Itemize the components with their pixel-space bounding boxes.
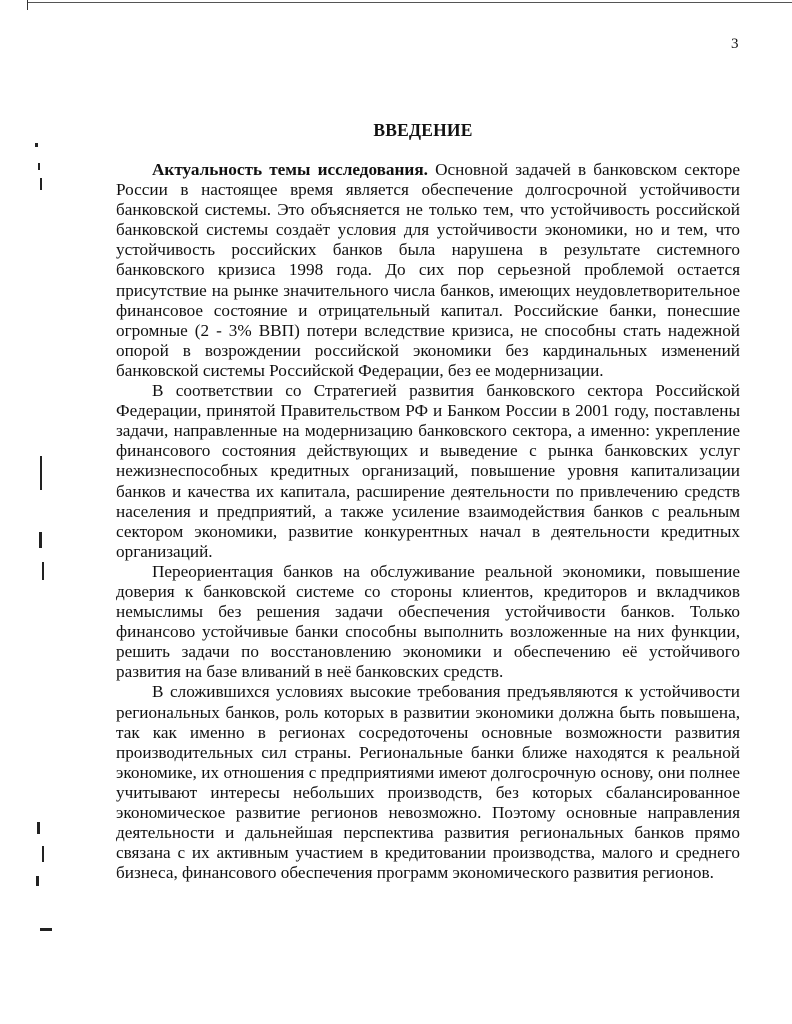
scan-artifact [40,928,52,931]
scan-artifact [35,143,38,147]
scan-artifact [37,822,40,834]
paragraph [116,160,740,381]
scan-artifact [42,846,44,862]
paragraph: Переориентация банков на обслуживание реальной экономики, повышение доверия к банковской системе со стороны клиентов, кредиторов и вкладчиков немыслимы без решения задачи обеспечения устойчивости банков. Только финансово устойчивые банки способны выполнить возложенные на них функции, решить задачи по восстановлению экономики и обеспечению её устойчивого развития на базе вливаний в неё банковских средств. [116,561,740,682]
scan-artifact [42,562,44,580]
scan-artifact [40,456,42,490]
scan-top-edge [28,2,792,3]
paragraph-text: Основной задачей в банковском секторе России в настоящее время является обеспечение долгосрочной устойчивости банковской системы. Это объясняется не только тем, что устойчивость российской банковской системы создаёт условия для устойчивости экономики, но и тем, что устойчивость российских банков была нарушена в результате системного банковского кризиса 1998 года. До сих пор серьезной проблемой остается присутствие на рынке значительного числа банков, имеющих неудовлетворительное финансовое состояние и отрицательный капитал. Российские банки, понесшие огромные (2 - 3% ВВП) потери вследствие кризиса, не способны стать надежной опорой в возрождении российской экономики без кардинальных изменений банковской системы Российской Федерации, без ее модернизации. [116,160,740,380]
paragraph-lead: Актуальность темы исследования. [152,160,428,179]
scan-artifact [38,163,40,170]
scan-artifact [39,532,42,548]
paragraph: В соответствии со Стратегией развития банковского сектора Российской Федерации, принятой Правительством РФ и Банком России в 2001 году, поставлены задачи, направленные на модернизацию банковского сектора, а именно: укрепление финансового состояния действующих и выведение с рынка банковских услуг нежизнеспособных кредитных организаций, повышение уровня капитализации банков и качества их капитала, расширение деятельности по привлечению средств населения и предприятий, а также усиление взаимодействия банков с реальным сектором экономики, развитие конкурентных начал в деятельности кредитных организаций. [116,381,740,561]
body-text [116,160,740,883]
page-number: 3 [731,36,739,52]
paragraph: В сложившихся условиях высокие требования предъявляются к устойчивости региональных банков, роль которых в развитии экономики должна быть повышена, так как именно в регионах сосредоточены основные возможности развития производительных сил страны. Региональные банки ближе находятся к реальной экономике, их отношения с предприятиями имеют долгосрочную основу, они полнее учитывают интересы небольших производств, без которых сбалансированное экономическое развитие регионов невозможно. Поэтому основные направления деятельности и дальнейшая перспектива развития региональных банков прямо связана с их активным участием в кредитовании производства, малого и среднего бизнеса, финансового обеспечения программ экономического развития регионов. [116,682,740,883]
scan-artifact [40,178,42,190]
scan-left-edge [27,0,28,10]
scan-artifact [36,876,39,886]
section-heading: ВВЕДЕНИЕ [373,120,473,140]
